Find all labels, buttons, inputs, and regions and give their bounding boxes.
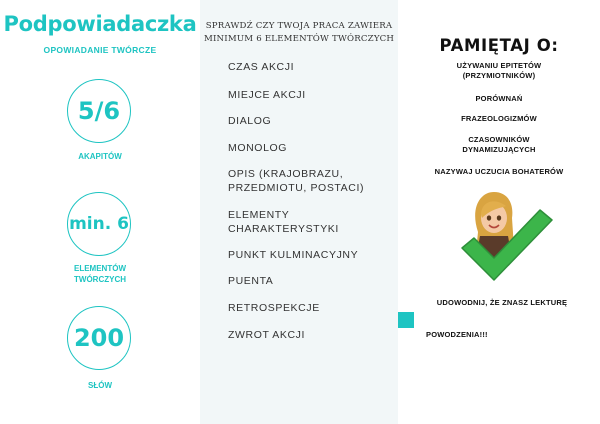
tip-item: CZASOWNIKÓW DYNAMIZUJĄCYCH: [462, 135, 536, 154]
left-column: [0, 0, 200, 424]
checklist-item: ELEMENTY CHARAKTERYSTYKI: [228, 209, 339, 235]
page-title: Podpowiadaczka: [3, 12, 197, 36]
words-circle: [67, 306, 131, 370]
checklist-item: DIALOG: [228, 115, 272, 127]
words-label: SŁÓW: [88, 381, 112, 390]
paragraphs-label: AKAPITÓW: [78, 152, 122, 161]
checklist-header: [200, 20, 398, 46]
checklist-item: ZWROT AKCJI: [228, 329, 305, 341]
good-luck-text: POWODZENIA!!!: [426, 330, 488, 339]
checklist-header-line2: MINIMUM 6 ELEMENTÓW TWÓRCZYCH: [203, 34, 395, 44]
paragraphs-value: 5/6: [77, 97, 121, 125]
words-value: 200: [73, 324, 125, 352]
page-subtitle: OPOWIADANIE TWÓRCZE: [43, 45, 157, 55]
checklist-item: MONOLOG: [228, 142, 288, 154]
paragraphs-circle: [67, 79, 131, 143]
elements-value: min. 6: [69, 214, 129, 234]
prove-text: UDOWODNIJ, ŻE ZNASZ LEKTURĘ: [436, 298, 568, 307]
remember-title: PAMIĘTAJ O:: [439, 36, 559, 55]
accent-square: [398, 312, 414, 328]
checklist-header-line1: SPRAWDŹ CZY TWOJA PRACA ZAWIERA: [205, 21, 393, 31]
checklist-item: MIEJCE AKCJI: [228, 89, 306, 101]
elements-circle: [67, 192, 131, 256]
checklist-item: PUENTA: [228, 275, 274, 287]
avatar-with-checkmark-icon: [456, 188, 556, 284]
tip-item: NAZYWAJ UCZUCIA BOHATERÓW: [434, 167, 564, 176]
checklist-item: CZAS AKCJI: [228, 61, 295, 73]
checklist-item: PUNKT KULMINACYJNY: [228, 249, 359, 261]
tip-item: UŻYWANIU EPITETÓW (PRZYMIOTNIKÓW): [456, 61, 542, 80]
tip-item: PORÓWNAŃ: [475, 94, 523, 103]
elements-label: ELEMENTÓW TWÓRCZYCH: [74, 264, 126, 284]
middle-column: [200, 0, 398, 424]
tip-item: FRAZEOLOGIZMÓW: [461, 114, 537, 123]
checklist-item: RETROSPEKCJE: [228, 302, 320, 314]
checklist-item: OPIS (KRAJOBRAZU, PRZEDMIOTU, POSTACI): [228, 168, 365, 194]
